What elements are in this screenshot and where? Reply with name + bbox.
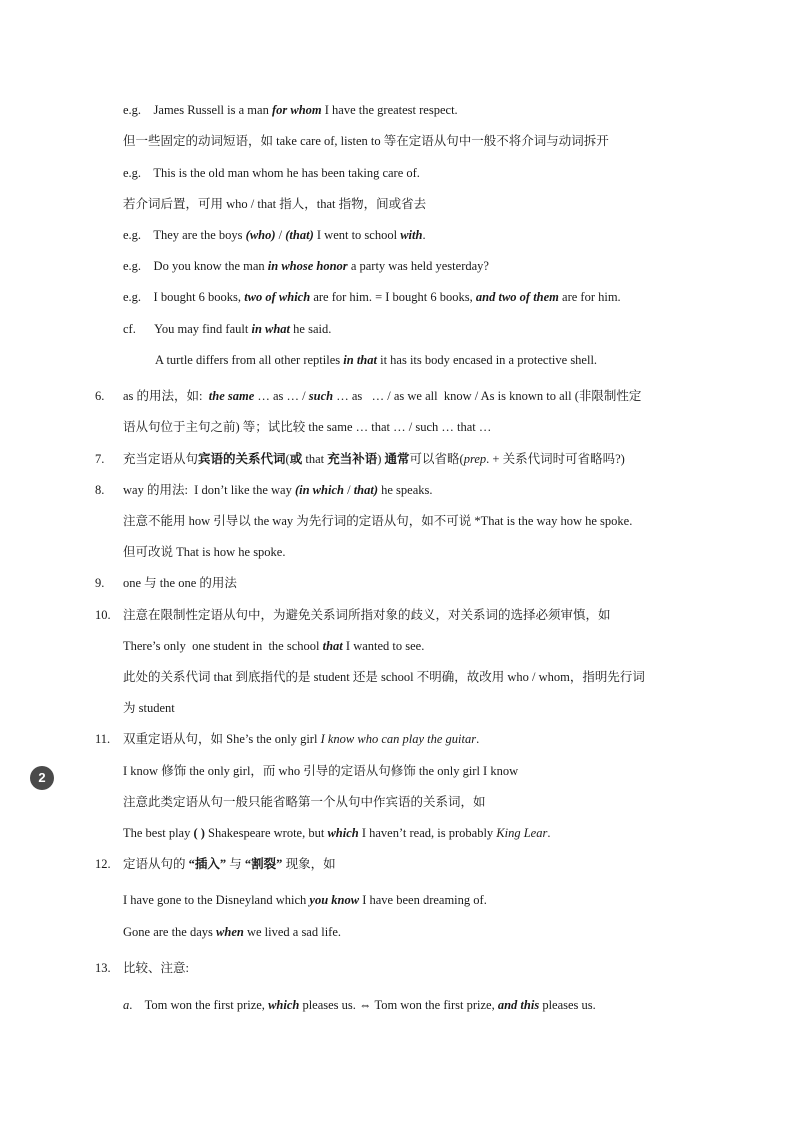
page-number-badge: 2 [30, 766, 54, 790]
text-segment: 为 student [123, 701, 175, 715]
text-segment: ) [377, 452, 385, 466]
text-segment: 但一些固定的动词短语，如 take care of, listen to 等在定语从句中一般不将介词与动词拆开 [123, 134, 609, 148]
text-segment: that [322, 639, 343, 653]
text-line [123, 668, 645, 686]
text-line [123, 762, 518, 780]
text-line [123, 164, 420, 182]
list-number: 11. [95, 732, 111, 746]
text-segment: . + 关系代词时可省略吗?) [486, 452, 625, 466]
text-segment: I have been dreaming of. [359, 893, 487, 907]
list-number: 6. [95, 389, 105, 403]
text-line [123, 481, 433, 499]
text-line [123, 132, 609, 150]
text-segment: ( ) [193, 826, 205, 840]
text-segment: 此处的关系代词 that 到底指代的是 student 还是 school 不明确，故改用 who / whom，指明先行词 [123, 670, 645, 684]
list-number: 7. [95, 452, 105, 466]
text-line [123, 387, 641, 405]
text-segment: that) [353, 483, 378, 497]
text-segment: “插入” [188, 857, 227, 871]
text-segment: and this [497, 998, 540, 1012]
text-segment: I know who can play the guitar [320, 732, 477, 746]
text-segment: 定语从句的 [123, 857, 189, 871]
text-segment: 注意在限制性定语从句中，为避免关系词所指对象的歧义，对关系词的选择必须审慎，如 [123, 608, 611, 622]
text-line [123, 824, 550, 842]
text-segment: 或 [289, 452, 303, 466]
text-segment: we lived a sad life. [243, 925, 342, 939]
text-segment: 宾语的关系代词 [198, 452, 286, 466]
text-line [123, 418, 491, 436]
text-line [155, 351, 597, 369]
text-segment: . [476, 732, 480, 746]
text-segment: I went to school [313, 228, 401, 242]
text-line [123, 320, 331, 338]
text-segment: / [275, 228, 286, 242]
text-line [123, 730, 479, 748]
text-segment: he speaks. [378, 483, 433, 497]
text-segment: Shakespeare wrote, but [204, 826, 328, 840]
text-segment: two of which [244, 290, 311, 304]
text-segment: 比较、注意: [123, 961, 189, 975]
text-segment: I have gone to the Disneyland which [123, 893, 310, 907]
text-segment: in whose honor [267, 259, 348, 273]
text-segment: in that [343, 353, 377, 367]
text-segment: Gone are the days [123, 925, 217, 939]
text-segment: 与 [226, 857, 245, 871]
text-segment: it has its body encased in a protective shell. [376, 353, 598, 367]
text-segment: with [400, 228, 423, 242]
text-segment: you know [309, 893, 360, 907]
text-segment: I know 修饰 the only girl，而 who 引导的定语从句修饰 the only girl I know [123, 764, 519, 778]
text-segment: as 的用法，如: [123, 389, 209, 403]
text-line [123, 257, 489, 275]
text-line [123, 606, 611, 624]
text-segment: I have the greatest respect. [321, 103, 458, 117]
text-line [123, 637, 424, 655]
text-segment: e.g. Do you know the man [123, 259, 268, 273]
text-line [123, 855, 336, 873]
text-segment: I haven’t read, is probably [358, 826, 497, 840]
text-segment: The best play [123, 826, 194, 840]
text-segment: such [308, 389, 334, 403]
text-segment: cf. You may find fault [123, 322, 252, 336]
text-segment: . Tom won the first prize, [129, 998, 269, 1012]
list-number: 9. [95, 576, 105, 590]
text-segment: when [216, 925, 244, 939]
list-number: 12. [95, 857, 111, 871]
text-segment: (who) [245, 228, 276, 242]
text-line [123, 959, 189, 977]
text-segment: I wanted to see. [342, 639, 425, 653]
text-segment: 注意不能用 how 引导以 the way 为先行词的定语从句，如不可说 *That is the way how he spoke. [123, 514, 633, 528]
text-segment: e.g. I bought 6 books, [123, 290, 245, 304]
text-segment: and two of them [475, 290, 559, 304]
text-segment: 语从句位于主句之前) 等；试比较 the same … that … / such … that … [123, 420, 492, 434]
text-line [123, 793, 486, 811]
list-number: 13. [95, 961, 111, 975]
text-segment: one 与 the one 的用法 [123, 576, 237, 590]
text-segment: prep [463, 452, 487, 466]
text-segment: a party was held yesterday? [347, 259, 489, 273]
text-segment: the same [208, 389, 255, 403]
text-line [123, 512, 632, 530]
text-segment: that [302, 452, 328, 466]
text-segment: . [422, 228, 426, 242]
text-segment: King Lear [496, 826, 548, 840]
list-number: 8. [95, 483, 105, 497]
text-segment: . [547, 826, 551, 840]
text-segment: are for him. [558, 290, 621, 304]
text-line [123, 195, 426, 213]
text-line [123, 891, 487, 909]
text-segment: 充当定语从句 [123, 452, 199, 466]
text-segment: (in which [294, 483, 344, 497]
text-segment: pleases us. ⇔ Tom won the first prize, [299, 998, 498, 1012]
text-segment: in what [251, 322, 291, 336]
text-line [123, 288, 621, 306]
text-segment: for whom [271, 103, 322, 117]
text-line [123, 699, 175, 717]
text-segment: 可以省略( [409, 452, 464, 466]
text-segment: … as … / as we all know / As is known to all (非限制性定 [333, 389, 642, 403]
text-segment: are for him. = I bought 6 books, [310, 290, 476, 304]
text-segment: which [268, 998, 300, 1012]
text-segment: 双重定语从句，如 She’s the only girl [123, 732, 321, 746]
text-segment: 但可改说 That is how he spoke. [123, 545, 286, 559]
list-number: 10. [95, 608, 111, 622]
text-line [123, 996, 596, 1014]
text-segment: which [327, 826, 359, 840]
text-segment: e.g. James Russell is a man [123, 103, 272, 117]
text-line [123, 226, 426, 244]
text-line [123, 450, 625, 468]
text-segment: pleases us. [539, 998, 596, 1012]
text-segment: a [123, 998, 130, 1012]
text-segment: e.g. They are the boys [123, 228, 246, 242]
text-segment: e.g. This is the old man whom he has been taking care of. [123, 166, 420, 180]
text-segment: There’s only one student in the school [123, 639, 323, 653]
text-segment: … as … / [254, 389, 309, 403]
text-line [123, 101, 458, 119]
text-segment: 通常 [384, 452, 410, 466]
text-segment: / [343, 483, 354, 497]
text-segment: A turtle differs from all other reptiles [155, 353, 344, 367]
text-segment: way 的用法: I don’t like the way [123, 483, 295, 497]
text-segment: 注意此类定语从句一般只能省略第一个从句中作宾语的关系词，如 [123, 795, 486, 809]
text-segment: 若介词后置，可用 who / that 指人，that 指物，间或省去 [123, 197, 427, 211]
text-segment: “割裂” [244, 857, 283, 871]
text-segment: 现象，如 [282, 857, 336, 871]
text-segment: ( [285, 452, 290, 466]
text-segment: (that) [285, 228, 314, 242]
text-line [123, 923, 341, 941]
text-segment: 充当补语 [327, 452, 378, 466]
text-line [123, 543, 285, 561]
text-line [123, 574, 237, 592]
text-segment: he said. [290, 322, 332, 336]
